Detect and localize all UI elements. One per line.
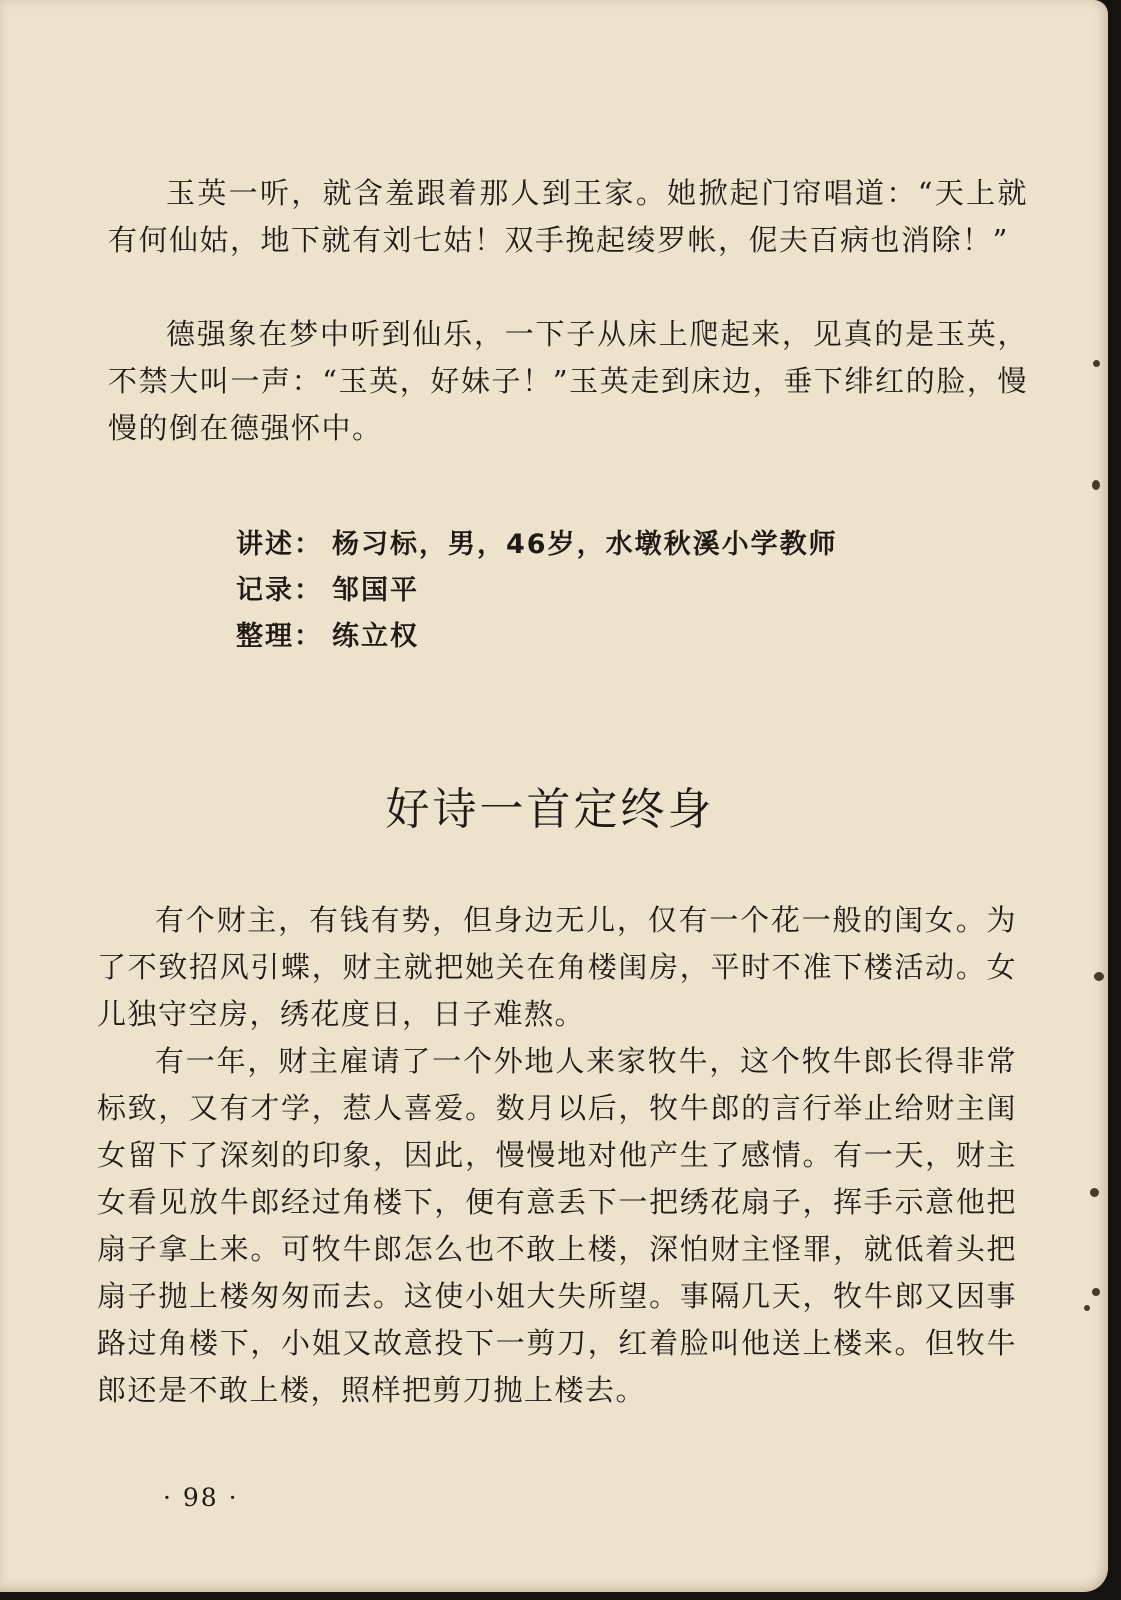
story2-paragraph-2: 有一年，财主雇请了一个外地人来家牧牛，这个牧牛郎长得非常标致，又有才学，惹人喜爱。数月以后，牧牛郎的言行举止给财主闺女留下了深刻的印象，因此，慢慢地对他产生了感情。有一天，财主女看见放牛郎经过角楼下，便有意丢下一把绣花扇子，挥手示意他把扇子拿上来。可牧牛郎怎么也不敢上楼，深怕财主怪罪，就低着头把扇子抛上楼匆匆而去。这使小姐大失所望。事隔几天，牧牛郎又因事路过角楼下，小姐又故意投下一剪刀，红着脸叫他送上楼来。但牧牛郎还是不敢上楼，照样把剪刀抛上楼去。 xyxy=(97,1044,1017,1407)
story2-paragraph-1: 有个财主，有钱有势，但身边无儿，仅有一个花一般的闺女。为了不致招风引蝶，财主就把她关在角楼闺房，平时不准下楼活动。女儿独守空房，绣花度日，日子难熬。 xyxy=(97,903,1017,1031)
story1-credits xyxy=(236,522,838,660)
page-number: · 98 · xyxy=(163,1483,239,1512)
paper-spot xyxy=(1094,972,1104,981)
story2-title: 好诗一首定终身 xyxy=(385,784,715,835)
credit-editor xyxy=(236,614,838,660)
credit-label: 讲述： xyxy=(236,529,323,560)
story1-paragraph-2: 德强象在梦中听到仙乐，一下子从床上爬起来，见真的是玉英，不禁大叫一声：“玉英，好妹子！”玉英走到床边，垂下绯红的脸，慢慢的倒在德强怀中。 xyxy=(108,317,1028,445)
paper-spot xyxy=(1092,1288,1100,1296)
credit-recorder xyxy=(236,568,838,614)
credit-narrator xyxy=(236,522,838,568)
credit-value: 杨习标，男，46岁，水墩秋溪小学教师 xyxy=(332,529,838,560)
credit-value: 邹国平 xyxy=(332,575,419,606)
paper-spot xyxy=(1093,360,1100,367)
paper-spot xyxy=(1084,1305,1090,1311)
credit-label: 整理： xyxy=(236,621,323,652)
credit-value: 练立权 xyxy=(332,621,419,652)
credit-label: 记录： xyxy=(236,575,323,606)
paper-spot xyxy=(1090,1188,1099,1197)
paper-spot xyxy=(1092,480,1100,490)
story1-paragraph-1: 玉英一听，就含羞跟着那人到王家。她掀起门帘唱道：“天上就有何仙姑，地下就有刘七姑！双手挽起绫罗帐，伲夫百病也消除！” xyxy=(108,176,1028,257)
